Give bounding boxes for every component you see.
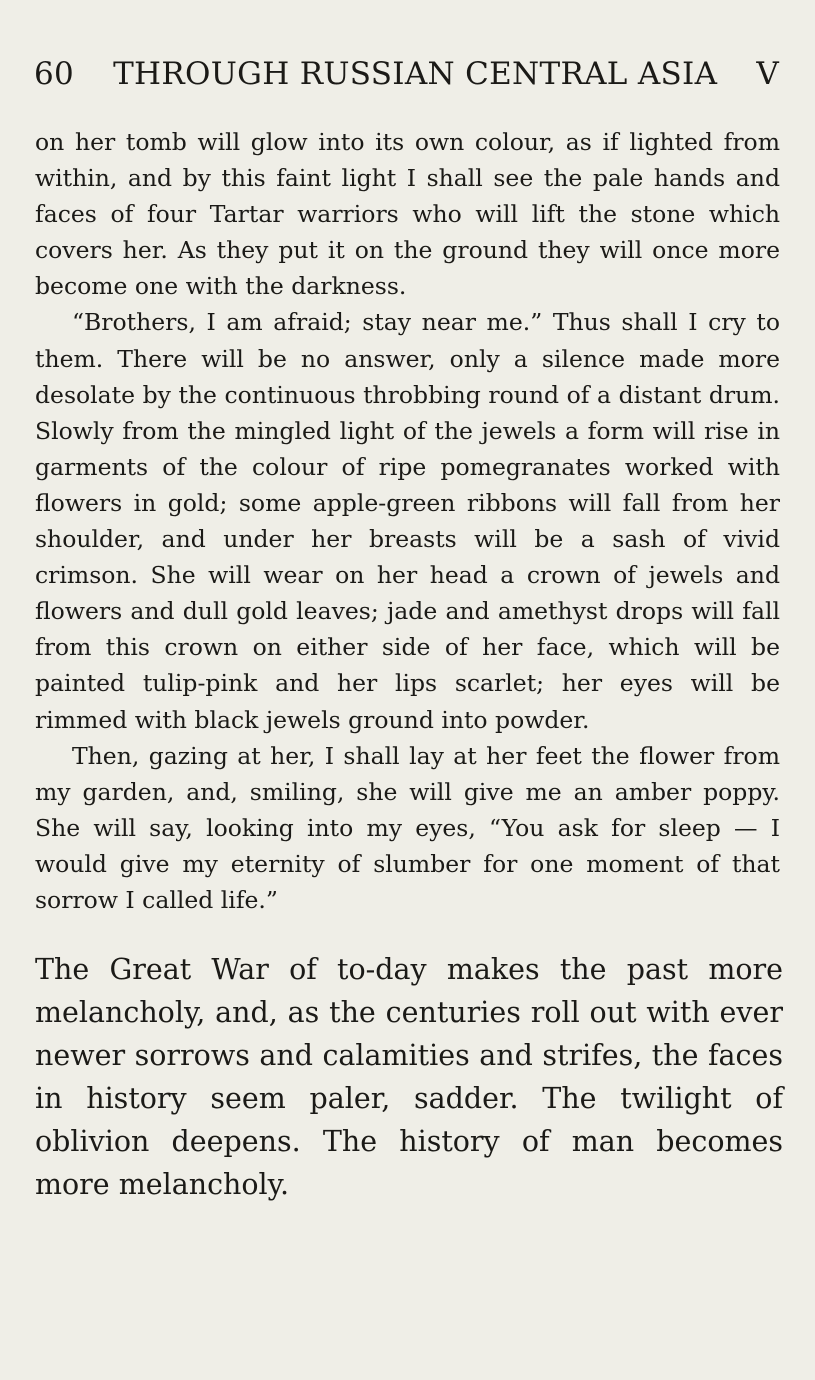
book-title: THROUGH RUSSIAN CENTRAL ASIA [113,56,718,92]
running-head [34,56,779,96]
body-text [35,124,780,918]
page-number: 60 [34,56,75,92]
paragraph-continued: on her tomb will glow into its own colour, as if lighted from within, and by this faint light I shall see the pale hands and faces of four Tartar warriors who will lift the stone which covers her. As they put it on the ground they will once more become one with the darkness. [35,128,780,301]
closing-paragraph: The Great War of to-day makes the past more melancholy, and, as the centuries roll out with ever newer sorrows and calamities and strifes, the faces in history seem paler, sadder. The twilight of oblivion deepens. The history of man becomes more melancholy. [35,953,783,1201]
paragraph-brothers: “Brothers, I am afraid; stay near me.” Thus shall I cry to them. There will be no answer, only a silence made more desolate by the continuous throbbing round of a distant drum. Slowly from the mingled light of the jewels a form will rise in garments of the colour of ripe pomegranates worked with flowers in gold; some apple-green ribbons will fall from her shoulder, and under her breasts will be a sash of vivid crimson. She will wear on her head a crown of jewels and flowers and dull gold leaves; jade and amethyst drops will fall from this crown on either side of her face, which will be painted tulip-pink and her lips scarlet; her eyes will be rimmed with black jewels ground into powder. [35,308,780,734]
paragraph-gazing: Then, gazing at her, I shall lay at her feet the flower from my garden, and, smiling, she will give me an amber poppy. She will say, looking into my eyes, “You ask for sleep — I would give my eternity of slumber for one moment of that sorrow I called life.” [35,741,780,914]
chapter-number: V [756,56,779,92]
closing-text [35,948,783,1206]
